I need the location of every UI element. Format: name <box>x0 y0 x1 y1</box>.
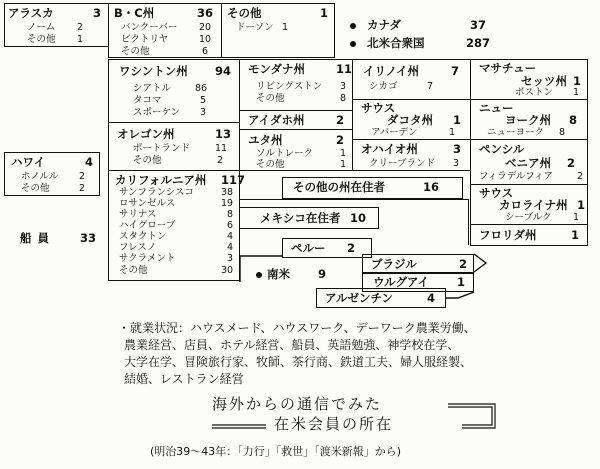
other-top-box <box>221 3 335 58</box>
utah-city-2-count: 1 <box>340 159 347 170</box>
source-note: (明治39～43年：「力行」「救世」「渡米新報」から) <box>150 445 402 458</box>
canada-label: カナダ <box>367 18 401 32</box>
new-york-name-2: ヨーク州 <box>505 113 551 127</box>
california-city-7: サクラメント <box>119 253 176 264</box>
south-dakota-city-1: アバーデン <box>371 127 418 138</box>
brazil-box <box>362 254 474 274</box>
california-total: 117 <box>221 173 246 187</box>
california-box <box>108 170 246 281</box>
massachusetts-box <box>470 59 588 100</box>
hawaii-city-2-count: 2 <box>79 183 86 194</box>
north-america-label: 北米合衆国 <box>367 36 425 50</box>
bc-city-1-count: 20 <box>199 22 212 33</box>
brazil-name: ブラジル <box>371 257 417 271</box>
south-carolina-name-2: カロライナ州 <box>499 198 568 212</box>
ohio-box <box>352 139 471 171</box>
employment-line-2: 農業経営、店員、ホテル経営、船員、英語勉強、神学校在学、 <box>124 338 460 352</box>
new-york-total: 8 <box>569 113 578 127</box>
oregon-total: 13 <box>215 127 232 141</box>
utah-name: ユタ州 <box>248 133 283 147</box>
oregon-box <box>108 122 240 171</box>
washington-city-2-count: 5 <box>200 95 207 106</box>
peru-name: ペルー <box>291 241 326 255</box>
mexico-label: メキシコ在住者 <box>260 211 341 225</box>
washington-city-2: タコマ <box>133 95 162 106</box>
utah-box <box>239 129 353 171</box>
washington-city-3-count: 3 <box>200 107 207 118</box>
other-states-count: 16 <box>423 180 440 194</box>
alaska-city-2-count: 1 <box>77 34 84 45</box>
ohio-total: 3 <box>453 142 462 156</box>
washington-city-1: シアトル <box>133 83 172 94</box>
sailors-label: 船員 <box>20 231 55 245</box>
hawaii-total: 4 <box>85 155 94 169</box>
pennsylvania-total: 2 <box>567 156 576 170</box>
florida-total: 1 <box>571 228 580 242</box>
south-dakota-city-1-count: 1 <box>449 127 456 138</box>
california-city-5: スタクトン <box>119 231 167 242</box>
montana-city-2: その他 <box>256 93 285 104</box>
uruguay-name: ウルグアイ <box>373 275 429 289</box>
other-top-total: 1 <box>320 6 329 20</box>
california-city-3-count: 8 <box>227 209 234 220</box>
south-dakota-box <box>352 99 471 140</box>
new-york-box <box>470 99 588 140</box>
connector-line-top <box>239 199 469 200</box>
title-line-1: 海外からの通信でみた <box>212 395 383 413</box>
ohio-city-1-count: 3 <box>453 158 460 169</box>
other-states-box <box>282 177 463 199</box>
other-states-label: その他の州在住者 <box>293 180 385 194</box>
bc-city-3: その他 <box>121 46 150 57</box>
south-carolina-city-1-count: 1 <box>573 212 580 223</box>
other-top-name: その他 <box>227 6 262 20</box>
bc-city-2: ビクトリヤ <box>121 34 169 45</box>
alaska-city-1-count: 2 <box>77 22 84 33</box>
bc-city-3-count: 6 <box>202 46 209 57</box>
florida-name: フロリダ州 <box>479 228 537 242</box>
bc-city-2-count: 10 <box>199 34 212 45</box>
montana-name: モンダナ州 <box>248 62 306 76</box>
oregon-city-2-count: 2 <box>217 155 224 166</box>
pennsylvania-city-1-count: 2 <box>577 171 584 182</box>
hawaii-box <box>4 152 100 196</box>
argentina-count: 4 <box>427 291 436 305</box>
canada-count: 37 <box>470 18 487 32</box>
montana-city-1-count: 3 <box>340 81 347 92</box>
alaska-city-1: ノーム <box>27 22 56 33</box>
canada-bullet-icon <box>350 23 356 29</box>
pennsylvania-box <box>470 139 588 185</box>
oregon-city-2: その他 <box>133 155 162 166</box>
bc-total: 36 <box>197 6 214 20</box>
peru-box <box>282 238 372 258</box>
alaska-name: アラスカ <box>8 6 54 20</box>
massachusetts-name-1: マサチュー <box>479 61 537 75</box>
hawaii-city-2: その他 <box>21 183 50 194</box>
california-name: カリフォルニア州 <box>115 173 207 187</box>
employment-line-1: ・就業状況：ハウスメード、ハウスワーク、デーワーク農業労働、 <box>118 321 476 335</box>
pennsylvania-city-1: フィラデルフィア <box>479 171 554 182</box>
idaho-name: アイダホ州 <box>248 113 305 127</box>
california-city-1-count: 38 <box>221 187 234 198</box>
pennsylvania-name-2: ベニア州 <box>505 156 551 170</box>
pennsylvania-name-1: ペンシル <box>479 142 525 156</box>
florida-box <box>470 224 588 246</box>
california-city-7-count: 3 <box>227 253 234 264</box>
california-city-2-count: 19 <box>221 198 234 209</box>
massachusetts-city-1-count: 1 <box>573 87 580 98</box>
sailors-count: 33 <box>80 231 97 245</box>
utah-city-1: ソルトレーク <box>256 148 314 159</box>
south-dakota-name-1: サウス <box>361 101 396 115</box>
south-america-bullet-icon <box>256 272 262 278</box>
illinois-total: 7 <box>451 64 460 78</box>
massachusetts-name-2: セッツ州 <box>521 74 567 88</box>
idaho-box <box>239 110 353 130</box>
other-top-city-1-count: 1 <box>282 22 289 33</box>
california-city-2: ロサンゼルス <box>119 198 176 209</box>
argentina-name: アルゼンチン <box>325 291 393 305</box>
california-city-4: ハイグローブ <box>119 220 176 231</box>
oregon-city-1: ポートランド <box>133 143 191 154</box>
washington-total: 94 <box>215 64 232 78</box>
mexico-count: 10 <box>350 211 367 225</box>
illinois-city-1: シカゴ <box>369 81 398 92</box>
argentina-box <box>316 288 446 308</box>
south-america-label: 南米 <box>267 267 290 281</box>
bc-box <box>108 3 222 58</box>
north-america-bullet-icon <box>350 41 356 47</box>
title-line-2: 在米会員の所在 <box>274 415 394 433</box>
north-america-count: 287 <box>466 36 491 50</box>
california-city-1: サンフランシスコ <box>119 187 195 198</box>
peru-count: 2 <box>347 241 356 255</box>
oregon-name: オレゴン州 <box>117 127 175 141</box>
california-city-4-count: 6 <box>227 220 234 231</box>
alaska-total: 3 <box>93 6 102 20</box>
california-city-8: その他 <box>119 265 148 276</box>
south-dakota-total: 1 <box>453 113 462 127</box>
idaho-total: 2 <box>336 113 345 127</box>
connector-line-right <box>468 199 469 245</box>
washington-box <box>108 59 240 123</box>
mexico-box <box>239 207 379 229</box>
washington-name: ワシントン州 <box>119 64 188 78</box>
alaska-box <box>4 3 109 47</box>
california-city-6-count: 4 <box>227 242 234 253</box>
new-york-city-1: ニューヨーク <box>487 127 545 138</box>
other-top-city-1: ドーソン <box>236 22 274 33</box>
california-city-3: サリナス <box>119 209 157 220</box>
brazil-count: 2 <box>459 257 468 271</box>
massachusetts-total: 1 <box>573 74 582 88</box>
washington-city-1-count: 86 <box>195 83 208 94</box>
california-city-6: フレスノ <box>119 242 157 253</box>
illinois-city-1-count: 7 <box>427 81 434 92</box>
montana-city-1: リビングストン <box>256 81 323 92</box>
ohio-name: オハイオ州 <box>361 142 418 156</box>
utah-city-1-count: 1 <box>340 148 347 159</box>
montana-city-2-count: 8 <box>340 93 347 104</box>
new-york-city-1-count: 8 <box>559 127 566 138</box>
south-america-count: 9 <box>318 267 327 281</box>
massachusetts-city-1: ボストン <box>515 87 554 98</box>
ohio-city-1: クリーブランド <box>369 158 436 169</box>
employment-line-3: 大学在学、冒険旅行家、牧師、茶行商、鉄道工夫、婦人服経製、 <box>124 355 473 369</box>
bc-name: B・C州 <box>114 6 155 20</box>
utah-city-2: その他 <box>256 159 285 170</box>
south-dakota-name-2: ダコタ州 <box>387 113 433 127</box>
illinois-name: イリノイ州 <box>363 64 420 78</box>
washington-city-3: スポーケン <box>133 107 181 118</box>
employment-line-4: 結婚、レストラン経営 <box>124 372 244 386</box>
hawaii-city-1-count: 2 <box>79 171 86 182</box>
hawaii-name: ハワイ <box>11 155 46 169</box>
south-carolina-box <box>470 184 588 225</box>
south-carolina-city-1: シーブルク <box>505 212 552 223</box>
montana-box <box>239 59 353 111</box>
south-carolina-total: 1 <box>577 198 586 212</box>
bc-city-1: バンクーバー <box>121 22 178 33</box>
new-york-name-1: ニュー <box>479 101 514 115</box>
south-carolina-name-1: サウス <box>479 186 514 200</box>
alaska-city-2: その他 <box>27 34 56 45</box>
montana-total: 11 <box>336 62 353 76</box>
oregon-city-1-count: 11 <box>215 143 228 154</box>
california-city-5-count: 4 <box>227 231 234 242</box>
utah-total: 2 <box>336 133 345 147</box>
california-city-8-count: 30 <box>221 265 234 276</box>
uruguay-count: 1 <box>457 275 466 289</box>
hawaii-city-1: ホノルル <box>21 171 59 182</box>
illinois-box <box>352 59 471 100</box>
